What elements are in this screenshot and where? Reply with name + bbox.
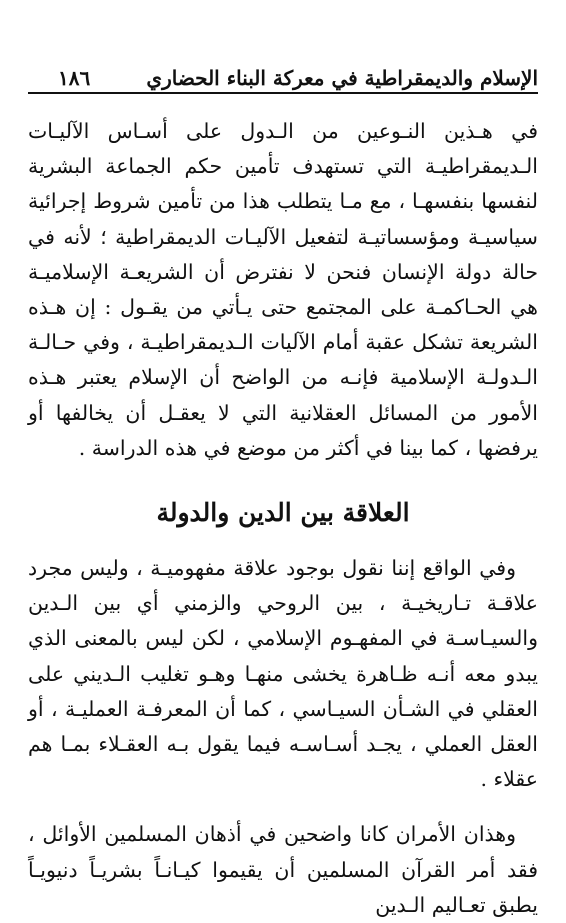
page-number: ١٨٦ xyxy=(58,66,91,90)
running-title: الإسلام والديمقراطية في معركة البناء الحضاري xyxy=(146,66,538,90)
section-heading: العلاقة بين الدين والدولة xyxy=(156,498,410,528)
page-header xyxy=(28,56,538,94)
body-paragraph: وهذان الأمران كانا واضحين في أذهان المسلمين الأوائل ، فقد أمر القرآن المسلمين أن يقيموا كيـانـاً بشريـاً دنيويـاً يطبق تعـاليم الـدين xyxy=(28,822,538,917)
body-paragraph: في هـذين النـوعين من الـدول على أسـاس الآليـات الـديمقراطيـة التي تستهدف تأمين حكم الجماعة البشرية لنفسها بنفسهـا ، مع مـا يتطلب هذا من تأمين شروط إجرائية سياسيـة ومؤسساتيـة لتفعيل الآليـات الديمقراطية ؛ لأنه في حالة دولة الإنسان فنحن لا نفترض أن الشريعـة الإسلاميـة هي الحـاكمـة على المجتمع حتى يـأتي من يقـول : إن هـذه الشريعة تشكل عقبة أمام الآليات الـديمقراطيـة ، وفي حـالـة الـدولـة الإسلامية فإنـه من الواضح أن الإسلام يعتبر هـذه الأمور من المسائل العقلانية التي لا يعقـل أن يخالفها أو يرفضها ، كما بينا في أكثر من موضع في هذه الدراسة . xyxy=(28,119,538,460)
book-page xyxy=(28,56,538,917)
body-paragraph: وفي الواقع إننا نقول بوجود علاقة مفهوميـة ، وليس مجرد علاقـة تـاريخيـة ، بين الروحي والزمني أي بين الـدين والسيـاسـة في المفهـوم الإسلامي ، لكن ليس بالمعنى الذي يبدو معه أنـه ظـاهرة يخشى منهـا وهـو تغليب الـديني على العقلي في الشـأن السيـاسي ، كما أن المعرفـة العمليـة ، أو العقل العملي ، يجـد أسـاسـه فيما يقول بـه العقـلاء بمـا هم عقلاء . xyxy=(28,556,538,792)
